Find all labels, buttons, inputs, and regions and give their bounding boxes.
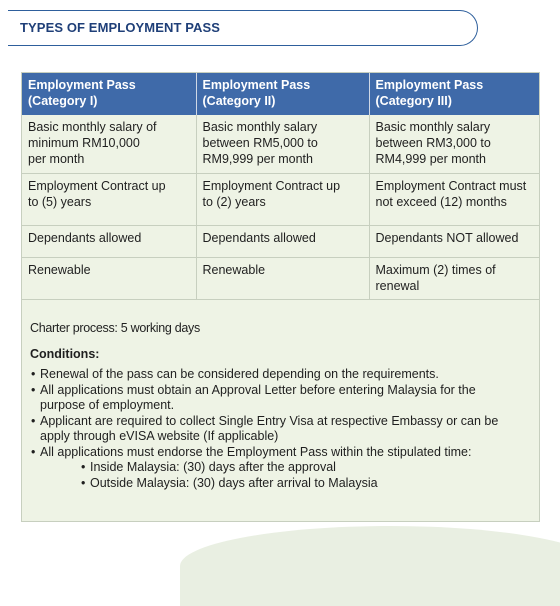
condition-item: • All applications must obtain an Approval Letter before entering Malaysia for the purpose of employment. (30, 383, 535, 414)
header-category-3: Employment Pass (Category III) (369, 73, 539, 115)
header-category-1: Employment Pass (Category I) (22, 73, 196, 115)
charter-process-text: Charter process: 5 working days (30, 321, 200, 335)
conditions-section (30, 319, 535, 491)
table-row-renewal (22, 257, 539, 299)
dependants-cell-category-2: Dependants allowed (196, 225, 369, 257)
conditions-heading: Conditions: (30, 347, 100, 361)
contract-cell-category-3: Employment Contract must not exceed (12) months (369, 173, 539, 225)
table-row-contract (22, 173, 539, 225)
salary-cell-category-1: Basic monthly salary of minimum RM10,000 per month (22, 115, 196, 173)
contract-cell-category-1: Employment Contract up to (5) years (22, 173, 196, 225)
dependants-cell-category-3: Dependants NOT allowed (369, 225, 539, 257)
header-category-2: Employment Pass (Category II) (196, 73, 369, 115)
contract-cell-category-2: Employment Contract up to (2) years (196, 173, 369, 225)
condition-item: • Applicant are required to collect Single Entry Visa at respective Embassy or can be apply through eVISA website (If applicable) (30, 414, 535, 445)
table-row-salary (22, 115, 539, 173)
salary-cell-category-3: Basic monthly salary between RM3,000 to RM4,999 per month (369, 115, 539, 173)
employment-pass-table (22, 73, 539, 300)
sub-condition-item: • Inside Malaysia: (30) days after the approval (80, 460, 535, 476)
dependants-cell-category-1: Dependants allowed (22, 225, 196, 257)
salary-cell-category-2: Basic monthly salary between RM5,000 to RM9,999 per month (196, 115, 369, 173)
page-title: TYPES OF EMPLOYMENT PASS (20, 20, 221, 35)
renewal-cell-category-3: Maximum (2) times of renewal (369, 257, 539, 299)
sub-conditions-list (40, 460, 535, 491)
table-row-dependants (22, 225, 539, 257)
employment-pass-card (21, 72, 540, 522)
renewal-cell-category-1: Renewable (22, 257, 196, 299)
conditions-list (30, 367, 535, 491)
decorative-curve (180, 526, 560, 606)
table-header-row (22, 73, 539, 115)
renewal-cell-category-2: Renewable (196, 257, 369, 299)
condition-item: • All applications must endorse the Employment Pass within the stipulated time: • Inside Malaysia: (30) days after the approval • Outside Malaysia: (30) days after arrival to Malaysia (30, 445, 535, 492)
sub-condition-item: • Outside Malaysia: (30) days after arrival to Malaysia (80, 476, 535, 492)
condition-item: • Renewal of the pass can be considered depending on the requirements. (30, 367, 535, 383)
